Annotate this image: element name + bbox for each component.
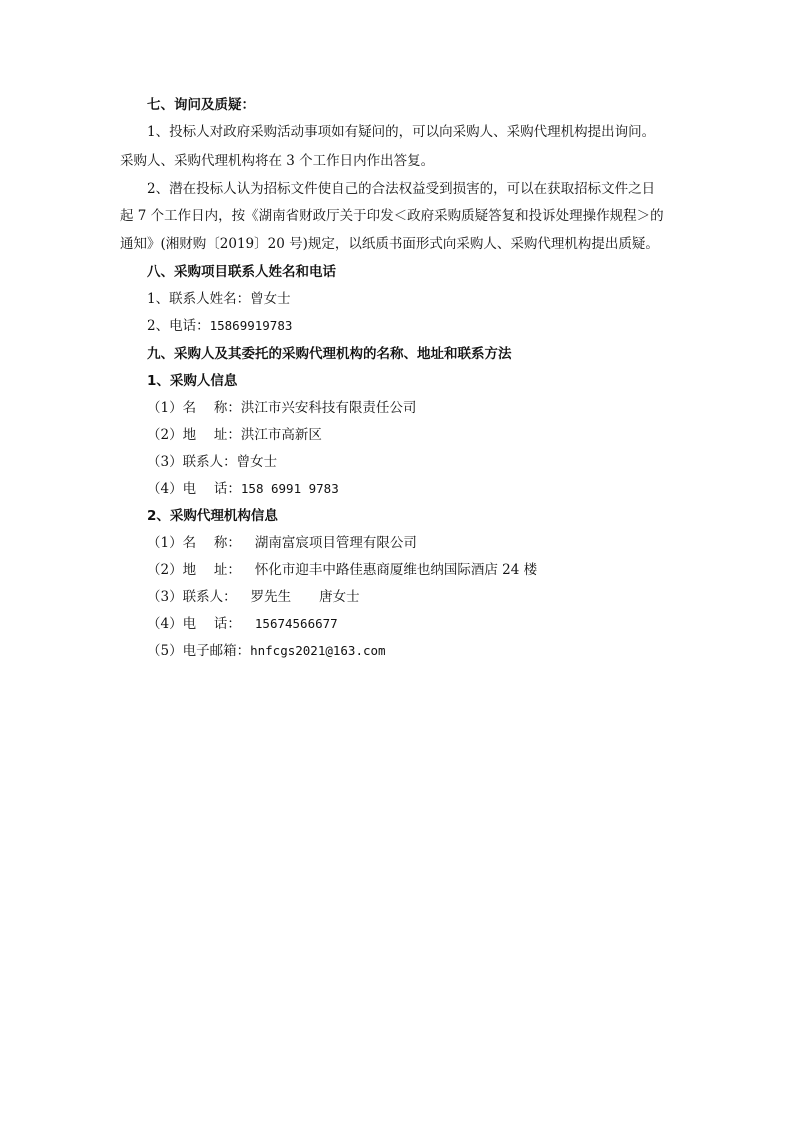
purchaser-phone-label: （4）电 话： (147, 481, 241, 497)
agency-phone: 15674566677 (254, 616, 338, 631)
agency-address-label: （2）地 址： (147, 562, 241, 578)
agency-name-line (147, 534, 417, 552)
purchaser-name-label: （1）名 称： (147, 400, 241, 416)
agency-address: 怀化市迎丰中路佳惠商厦维也纳国际酒店 24 楼 (254, 562, 538, 578)
purchaser-name-line (147, 399, 416, 417)
agency-name: 湖南富宸项目管理有限公司 (254, 535, 417, 551)
purchaser-heading: 1、采购人信息 (147, 373, 238, 389)
section-7-heading: 七、询问及质疑： (147, 97, 255, 113)
agency-email: hnfcgs2021@163.com (250, 643, 386, 658)
purchaser-address-line (147, 426, 322, 444)
sec8-contact-line (147, 290, 291, 308)
purchaser-contact-line (147, 453, 277, 471)
purchaser-address-label: （2）地 址： (147, 427, 241, 443)
section-9-heading: 九、采购人及其委托的采购代理机构的名称、地址和联系方法 (147, 346, 512, 362)
contact-name: 曾女士 (250, 291, 291, 307)
agency-contact-line (147, 588, 360, 606)
agency-phone-line (147, 615, 338, 633)
sec7-p1-line2: 采购人、采购代理机构将在 3 个工作日内作出答复。 (120, 153, 435, 169)
agency-phone-label: （4）电 话： (147, 616, 241, 632)
sec7-p2-line3: 通知》(湘财购〔2019〕20 号)规定，以纸质书面形式向采购人、采购代理机构提出质疑。 (120, 236, 659, 252)
purchaser-address: 洪江市高新区 (240, 427, 322, 443)
phone-label: 2、电话： (147, 318, 210, 334)
agency-contact-2: 唐女士 (319, 589, 360, 605)
phone-value: 15869919783 (209, 318, 293, 333)
agency-email-line (147, 642, 386, 660)
agency-contact-label: （3）联系人： (147, 589, 237, 605)
agency-heading: 2、采购代理机构信息 (147, 508, 278, 524)
purchaser-name: 洪江市兴安科技有限责任公司 (240, 400, 417, 416)
agency-name-label: （1）名 称： (147, 535, 241, 551)
sec7-p1-line1: 1、投标人对政府采购活动事项如有疑问的，可以向采购人、采购代理机构提出询问。 (147, 124, 656, 140)
contact-label: 1、联系人姓名： (147, 291, 251, 307)
purchaser-contact-label: （3）联系人： (147, 454, 237, 470)
agency-address-line (147, 561, 537, 579)
agency-contact-1: 罗先生 (250, 589, 292, 605)
purchaser-phone: 158 6991 9783 (240, 481, 339, 496)
section-8-heading: 八、采购项目联系人姓名和电话 (147, 264, 336, 280)
purchaser-phone-line (147, 480, 339, 498)
sec7-p2-line2: 起 7 个工作日内，按《湖南省财政厅关于印发＜政府采购质疑答复和投诉处理操作规程＞的 (120, 208, 664, 224)
purchaser-contact: 曾女士 (236, 454, 278, 470)
sec7-p2-line1: 2、潜在投标人认为招标文件使自己的合法权益受到损害的，可以在获取招标文件之日 (147, 181, 656, 197)
agency-email-label: （5）电子邮箱： (147, 643, 251, 659)
sec8-phone-line (147, 317, 292, 335)
